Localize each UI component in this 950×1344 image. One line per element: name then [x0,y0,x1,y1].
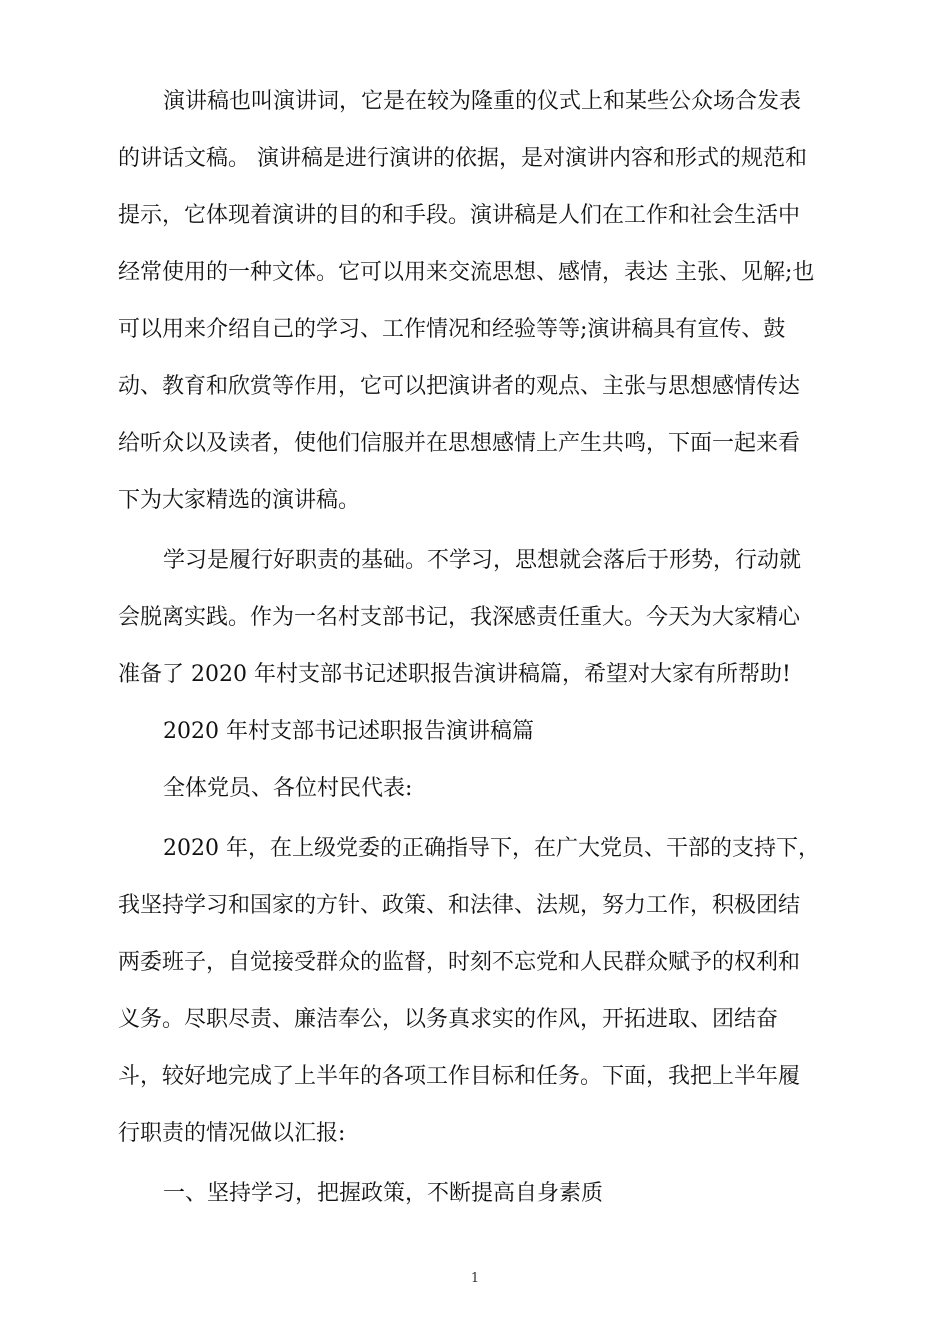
paragraph-1-line-7: 给听众以及读者，使他们信服并在思想感情上产生共鸣，下面一起来看 [118,431,801,456]
paragraph-3-line-5: 斗，较好地完成了上半年的各项工作目标和任务。下面，我把上半年履 [118,1064,801,1089]
heading-one: 一、坚持学习，把握政策，不断提高自身素质 [163,1181,604,1206]
paragraph-1-line-6: 动、教育和欣赏等作用，它可以把演讲者的观点、主张与思想感情传达 [118,374,801,399]
paragraph-3-line-3: 两委班子，自觉接受群众的监督，时刻不忘党和人民群众赋予的权利和 [118,950,801,975]
paragraph-3-line-1: 2020 年，在上级党委的正确指导下，在广大党员、干部的支持下， [163,836,820,861]
paragraph-3-line-6: 行职责的情况做以汇报: [118,1121,346,1146]
paragraph-1-line-3: 提示，它体现着演讲的目的和手段。演讲稿是人们在工作和社会生活中 [118,203,801,228]
paragraph-2-line-3: 准备了 2020 年村支部书记述职报告演讲稿篇，希望对大家有所帮助! [118,662,791,687]
section-title: 2020 年村支部书记述职报告演讲稿篇 [163,719,534,744]
paragraph-1-line-8: 下为大家精选的演讲稿。 [118,488,361,513]
paragraph-3-line-4: 义务。尽职尽责、廉洁奉公，以务真求实的作风，开拓进取、团结奋 [118,1007,779,1032]
paragraph-2-line-1: 学习是履行好职责的基础。不学习，思想就会落后于形势，行动就 [163,548,802,573]
page-number: 1 [470,1271,480,1286]
salutation: 全体党员、各位村民代表: [163,776,413,801]
paragraph-1-line-1: 演讲稿也叫演讲词，它是在较为隆重的仪式上和某些公众场合发表 [163,89,802,114]
paragraph-1-line-5: 可以用来介绍自己的学习、工作情况和经验等等;演讲稿具有宣传、鼓 [118,317,786,342]
paragraph-3-line-2: 我坚持学习和国家的方针、政策、和法律、法规，努力工作，积极团结 [118,893,801,918]
paragraph-1-line-2: 的讲话文稿。 演讲稿是进行演讲的依据，是对演讲内容和形式的规范和 [118,146,807,171]
paragraph-1-line-4: 经常使用的一种文体。它可以用来交流思想、感情，表达 主张、见解;也 [118,260,815,285]
paragraph-2-line-2: 会脱离实践。作为一名村支部书记，我深感责任重大。今天为大家精心 [118,605,801,630]
